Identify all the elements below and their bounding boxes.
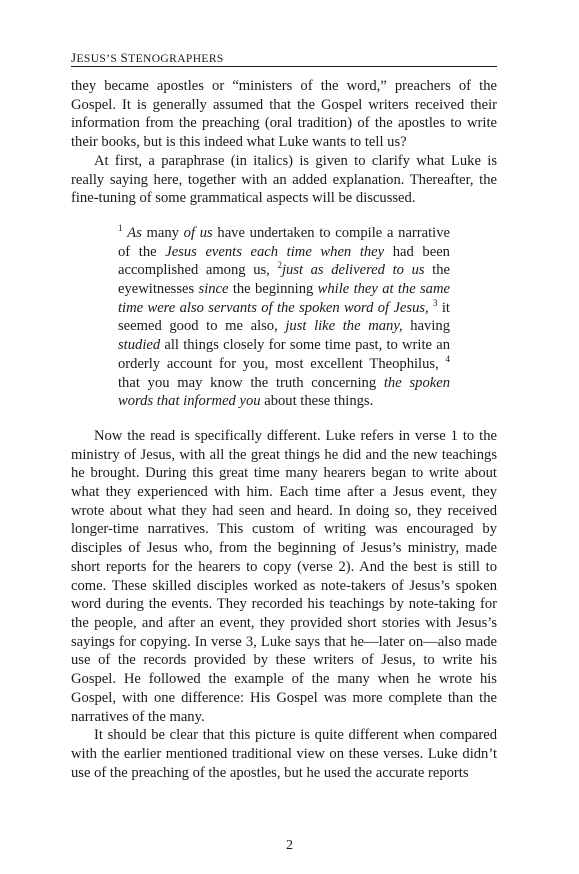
quote-italic: just like the many, bbox=[285, 318, 403, 335]
quote-italic: just as delivered to us bbox=[281, 262, 425, 279]
verse-number-2: 2 bbox=[277, 260, 282, 271]
quote-italic: Jesus events each time when they bbox=[165, 243, 385, 260]
quote-italic: since bbox=[198, 281, 229, 298]
page-body bbox=[71, 77, 497, 782]
quote-italic: studied bbox=[118, 337, 161, 354]
header-cap-1: J bbox=[71, 50, 77, 65]
verse-number-1: 1 bbox=[118, 223, 123, 234]
paragraph-1: they became apostles or “ministers of the word,” preachers of the Gospel. It is generally assumed that the Gospel writers received their information from the preaching (oral tradition) of the apostles to write their books, but is this indeed what Luke wants to tell us? bbox=[71, 78, 497, 151]
quote-text: had been accomplished among us, bbox=[118, 243, 450, 279]
header-mid: ’S bbox=[106, 53, 121, 65]
block-quote bbox=[118, 224, 450, 411]
page-number: 2 bbox=[286, 838, 293, 853]
quote-italic: of us bbox=[183, 224, 213, 241]
quote-text: having bbox=[402, 318, 450, 335]
quote-text: that you may know the truth concerning bbox=[118, 374, 384, 391]
header-cap-2: S bbox=[120, 50, 129, 65]
header-rule bbox=[71, 66, 497, 67]
quote-text: many bbox=[141, 224, 184, 241]
quote-text: it seemed good to me also, bbox=[118, 299, 450, 335]
quote-italic: As bbox=[127, 224, 142, 241]
quote-text: all things closely for some time past, to write an orderly account for you, most excellent Theophilus, bbox=[118, 337, 450, 372]
header-small-2: TENOGRAPHERS bbox=[128, 53, 224, 65]
quote-italic: while they at the same time were also servants of the spoken word of Jesus, bbox=[118, 281, 450, 316]
paragraph-2: At first, a paraphrase (in italics) is given to clarify what Luke is really saying here, together with an added explanation. Thereafter, the fine-tuning of some grammatical aspects will be discussed. bbox=[71, 152, 497, 207]
paragraph-4: It should be clear that this picture is quite different when compared with the earlier mentioned traditional view on these verses. Luke didn’t use of the preaching of the apostles, but he used the accurate reports bbox=[71, 727, 497, 781]
header-small-1: ESUS bbox=[76, 53, 107, 65]
quote-text: the eyewitnesses bbox=[118, 262, 450, 298]
paragraph-3: Now the read is specifically different. Luke refers in verse 1 to the ministry of Jesus, with all the great things he did and the new teachings he brought. During this great time many hearers began to write about what they experienced with him. Each time after a Jesus event, they wrote about what they had seen and heard. In doing so, they received longer-time narratives. This custom of writing was encouraged by disciples of Jesus who, from the beginning of Jesus’s ministry, made short reports for the hearers to copy (verse 2). And the best is still to come. These skilled disciples worked as note-takers of Jesus’s spoken word during the events. They recorded his teachings by note-taking for the people, and after an event, they provided short stories with Jesus’s sayings for copying. In verse 3, Luke says that he—later on—also made use of the records provided by these writers of Jesus, to write his Gospel. He followed the example of the many when he wrote his Gospel, with one difference: His Gospel was more complete than the narratives of the many. bbox=[71, 427, 497, 725]
quote-text: have undertaken to compile a narrative of the bbox=[118, 224, 451, 260]
quote-text: about these things. bbox=[260, 393, 374, 410]
verse-number-3: 3 bbox=[433, 297, 438, 308]
quote-text: the beginning bbox=[228, 281, 318, 298]
running-header bbox=[71, 50, 497, 66]
quote-italic: the spoken words that informed you bbox=[118, 374, 450, 410]
verse-number-4: 4 bbox=[445, 353, 450, 364]
